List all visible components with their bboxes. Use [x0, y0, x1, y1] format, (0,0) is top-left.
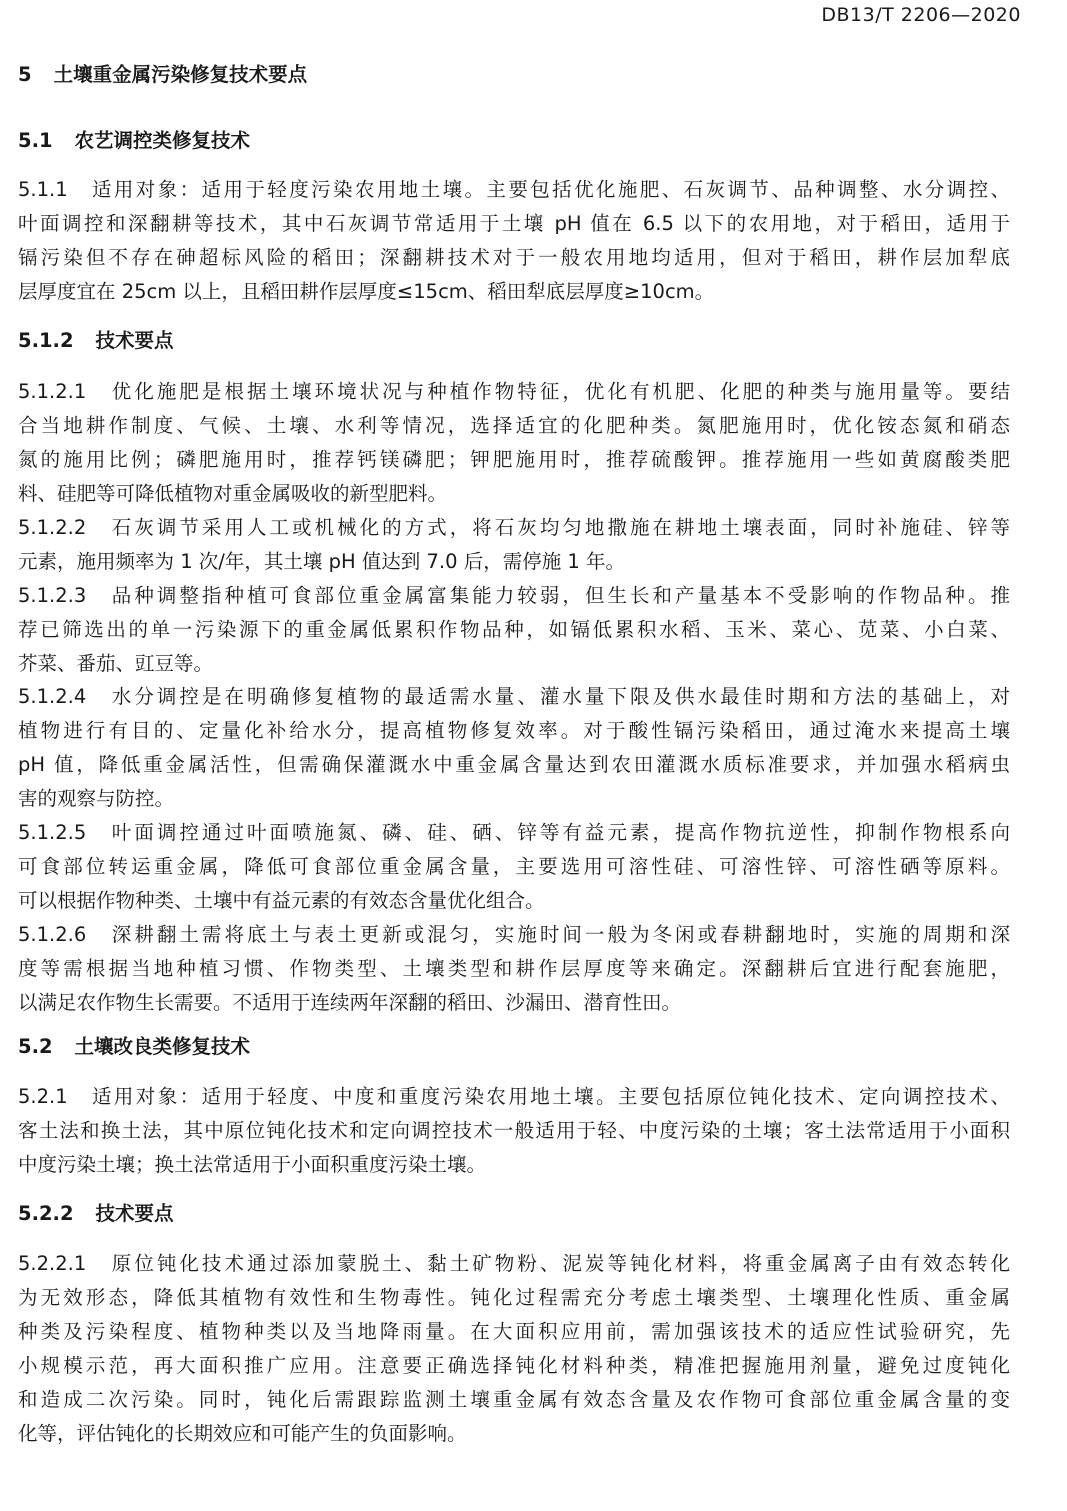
paragraph: [18, 816, 1010, 918]
paragraph-line: 5.1.2.5 叶面调控通过叶面喷施氮、磷、硅、硒、锌等有益元素，提高作物抗逆性，抑制作物根系向: [18, 821, 1010, 844]
paragraph-line: 植物进行有目的、定量化补给水分，提高植物修复效率。对于酸性镉污染稻田，通过淹水来提高土壤: [18, 719, 1010, 742]
paragraph: [18, 1080, 1010, 1182]
paragraph-line: 为无效形态，降低其植物有效性和生物毒性。钝化过程需充分考虑土壤类型、土壤理化性质、重金属: [18, 1286, 1010, 1309]
subsection-heading: [18, 1197, 1010, 1231]
paragraph-line: 5.1.2.6 深耕翻土需将底土与表土更新或混匀，实施时间一般为冬闲或春耕翻地时，实施的周期和深: [18, 923, 1010, 946]
heading-title: 农艺调控类修复技术: [74, 129, 251, 152]
paragraph-line: 5.1.2.3 品种调整指种植可食部位重金属富集能力较弱，但生长和产量基本不受影响的作物品种。推: [18, 584, 1010, 607]
paragraph-line: 叶面调控和深翻耕等技术，其中石灰调节常适用于土壤 pH 值在 6.5 以下的农用地，对于稻田，适用于: [18, 212, 1010, 235]
paragraph-line: 5.1.1 适用对象：适用于轻度污染农用地土壤。主要包括优化施肥、石灰调节、品种调整、水分调控、: [18, 178, 1010, 201]
paragraph-line: 层厚度宜在 25cm 以上，且稻田耕作层厚度≤15cm、稻田犁底层厚度≥10cm。: [18, 280, 715, 303]
paragraph-line: 和造成二次污染。同时，钝化后需跟踪监测土壤重金属有效态含量及农作物可食部位重金属含量的变: [18, 1388, 1010, 1411]
paragraph: [18, 375, 1010, 511]
paragraph-line: 可以根据作物种类、土壤中有益元素的有效态含量优化组合。: [18, 889, 545, 912]
subsection-heading: [18, 1030, 1010, 1064]
heading-number: 5.1.2: [18, 329, 74, 352]
heading-number: 5.1: [18, 129, 53, 152]
heading-title: 土壤改良类修复技术: [74, 1035, 251, 1058]
paragraph: [18, 918, 1010, 1020]
paragraph-line: 芥菜、番茄、豇豆等。: [18, 652, 214, 675]
paragraph-line: 度等需根据当地种植习惯、作物类型、土壤类型和耕作层厚度等来确定。深翻耕后宜进行配套施肥，: [18, 957, 1010, 980]
heading-number: 5.2: [18, 1035, 53, 1058]
paragraph-line: 中度污染土壤；换土法常适用于小面积重度污染土壤。: [18, 1153, 487, 1176]
paragraph-line: 以满足农作物生长需要。不适用于连续两年深翻的稻田、沙漏田、潜育性田。: [18, 991, 682, 1014]
paragraph-line: 害的观察与防控。: [18, 787, 175, 810]
heading-title: 技术要点: [95, 1202, 174, 1225]
paragraph-line: 5.1.2.2 石灰调节采用人工或机械化的方式，将石灰均匀地撒施在耕地土壤表面，同时补施硅、锌等: [18, 516, 1010, 539]
subsection-heading: [18, 124, 1010, 158]
heading-title: 技术要点: [95, 329, 174, 352]
paragraph-line: 合当地耕作制度、气候、土壤、水利等情况，选择适宜的化肥种类。氮肥施用时，优化铵态氮和硝态: [18, 414, 1010, 437]
paragraph-line: 元素，施用频率为 1 次/年，其土壤 pH 值达到 7.0 后，需停施 1 年。: [18, 550, 626, 573]
paragraph-line: 客土法和换土法，其中原位钝化技术和定向调控技术一般适用于轻、中度污染的土壤；客土法常适用于小面积: [18, 1119, 1010, 1142]
paragraph: [18, 173, 1010, 309]
subsection-heading: [18, 324, 1010, 358]
paragraph: [18, 579, 1010, 681]
section-heading: [18, 58, 1010, 92]
heading-number: 5.2.2: [18, 1202, 74, 1225]
paragraph-line: 5.2.2.1 原位钝化技术通过添加蒙脱土、黏土矿物粉、泥炭等钝化材料，将重金属离子由有效态转化: [18, 1252, 1010, 1275]
document-code: DB13/T 2206—2020: [821, 4, 1021, 26]
paragraph: [18, 1247, 1010, 1451]
paragraph-line: 5.1.2.4 水分调控是在明确修复植物的最适需水量、灌水量下限及供水最佳时期和方法的基础上，对: [18, 685, 1010, 708]
paragraph-line: 5.2.1 适用对象：适用于轻度、中度和重度污染农用地土壤。主要包括原位钝化技术、定向调控技术、: [18, 1085, 1010, 1108]
paragraph-line: 荐已筛选出的单一污染源下的重金属低累积作物品种，如镉低累积水稻、玉米、菜心、苋菜、小白菜、: [18, 618, 1010, 641]
paragraph-line: 镉污染但不存在砷超标风险的稻田；深翻耕技术对于一般农用地均适用，但对于稻田，耕作层加犁底: [18, 246, 1010, 269]
paragraph: [18, 680, 1010, 816]
heading-number: 5: [18, 63, 32, 86]
heading-title: 土壤重金属污染修复技术要点: [53, 63, 308, 86]
paragraph-line: 可食部位转运重金属，降低可食部位重金属含量，主要选用可溶性硅、可溶性锌、可溶性硒等原料。: [18, 855, 1010, 878]
paragraph-line: 5.1.2.1 优化施肥是根据土壤环境状况与种植作物特征，优化有机肥、化肥的种类与施用量等。要结: [18, 380, 1010, 403]
paragraph-line: 氮的施用比例；磷肥施用时，推荐钙镁磷肥；钾肥施用时，推荐硫酸钾。推荐施用一些如黄腐酸类肥: [18, 448, 1010, 471]
paragraph-line: 料、硅肥等可降低植物对重金属吸收的新型肥料。: [18, 482, 448, 505]
paragraph-line: 化等，评估钝化的长期效应和可能产生的负面影响。: [18, 1422, 467, 1445]
paragraph: [18, 511, 1010, 579]
paragraph-line: 小规模示范，再大面积推广应用。注意要正确选择钝化材料种类，精准把握施用剂量，避免过度钝化: [18, 1354, 1010, 1377]
paragraph-line: pH 值，降低重金属活性，但需确保灌溉水中重金属含量达到农田灌溉水质标准要求，并加强水稻病虫: [18, 753, 1010, 776]
paragraph-line: 种类及污染程度、植物种类以及当地降雨量。在大面积应用前，需加强该技术的适应性试验研究，先: [18, 1320, 1010, 1343]
